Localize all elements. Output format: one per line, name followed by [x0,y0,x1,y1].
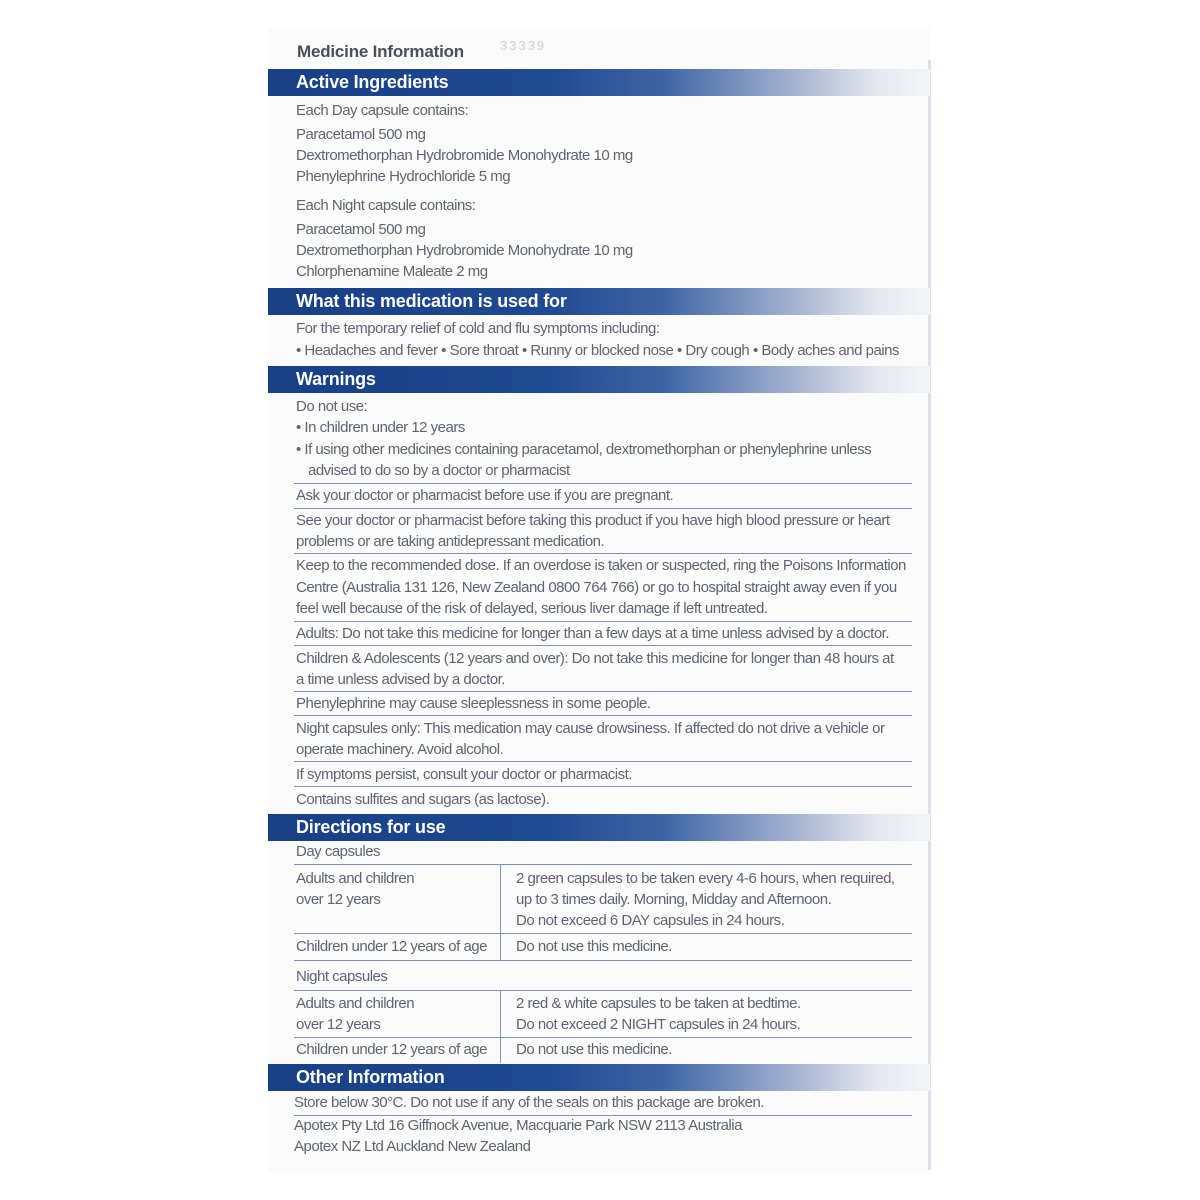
night-capsules-heading: Night capsules [296,968,388,985]
warning-bullet: • In children under 12 years [296,419,465,436]
divider [294,1037,912,1038]
day-children-dose: Do not use this medicine. [516,938,672,955]
day-capsules-heading: Day capsules [296,843,381,860]
warning-sleeplessness: Phenylephrine may cause sleeplessness in some people. [296,695,651,712]
warning-bullet-continued: advised to do so by a doctor or pharmacist [308,462,570,479]
divider [294,786,912,787]
divider [294,621,912,622]
warning-pregnant: Ask your doctor or pharmacist before use if you are pregnant. [296,487,674,504]
day-adults-dose: 2 green capsules to be taken every 4-6 hours, when required, [516,870,895,887]
uses-symptoms: • Headaches and fever • Sore throat • Runny or blocked nose • Dry cough • Body aches and pains [296,342,899,359]
night-ingredient: Chlorphenamine Maleate 2 mg [296,263,488,280]
day-adults-dose: up to 3 times daily. Morning, Midday and Afternoon. [516,891,832,908]
warning-adults: Adults: Do not take this medicine for longer than a few days at a time unless advised by a doctor. [296,625,890,642]
storage-info: Store below 30°C. Do not use if any of the seals on this package are broken. [294,1094,764,1111]
uses-intro: For the temporary relief of cold and flu symptoms including: [296,320,660,337]
day-ingredient: Dextromethorphan Hydrobromide Monohydrate 10 mg [296,147,633,164]
warning-overdose: Keep to the recommended dose. If an overdose is taken or suspected, ring the Poisons Information [296,557,906,574]
divider [294,933,912,934]
header-code: 33339 [500,38,547,53]
section-header-warnings: Warnings [268,366,930,393]
panel-edge [928,60,931,1170]
divider [294,761,912,762]
night-adults-label: over 12 years [296,1016,381,1033]
divider [294,960,912,961]
night-children-dose: Do not use this medicine. [516,1041,672,1058]
warning-night-capsules: Night capsules only: This medication may cause drowsiness. If affected do not drive a vehicle or [296,720,885,737]
warning-bullet: • If using other medicines containing paracetamol, dextromethorphan or phenylephrine unless [296,441,872,458]
divider [294,508,912,509]
divider [294,645,912,646]
night-adults-dose: 2 red & white capsules to be taken at bedtime. [516,995,801,1012]
divider [294,691,912,692]
day-adults-dose: Do not exceed 6 DAY capsules in 24 hours. [516,912,785,929]
table-column-divider [500,990,501,1063]
table-column-divider [500,864,501,960]
day-ingredient: Paracetamol 500 mg [296,126,426,143]
warning-sulfites: Contains sulfites and sugars (as lactose). [296,791,550,808]
warning-do-not-use: Do not use: [296,398,368,415]
divider [294,990,912,991]
day-adults-label: over 12 years [296,891,381,908]
night-adults-label: Adults and children [296,995,415,1012]
warning-persist: If symptoms persist, consult your doctor or pharmacist. [296,766,632,783]
day-children-label: Children under 12 years of age [296,938,487,955]
divider [294,483,912,484]
section-header-active-ingredients: Active Ingredients [268,69,930,96]
address-new-zealand: Apotex NZ Ltd Auckland New Zealand [294,1138,531,1155]
night-children-label: Children under 12 years of age [296,1041,487,1058]
section-header-directions: Directions for use [268,814,930,841]
section-header-other: Other Information [268,1064,930,1091]
day-ingredient: Phenylephrine Hydrochloride 5 mg [296,168,511,185]
night-capsule-heading: Each Night capsule contains: [296,197,476,214]
day-capsule-heading: Each Day capsule contains: [296,102,469,119]
night-ingredient: Paracetamol 500 mg [296,221,426,238]
warning-blood-pressure: problems or are taking antidepressant medication. [296,533,605,550]
divider [294,715,912,716]
day-adults-label: Adults and children [296,870,415,887]
warning-overdose: Centre (Australia 131 126, New Zealand 0800 764 766) or go to hospital straight away even if you [296,579,897,596]
warning-children: a time unless advised by a doctor. [296,671,505,688]
warning-children: Children & Adolescents (12 years and over): Do not take this medicine for longer than 48 hours at [296,650,894,667]
night-ingredient: Dextromethorphan Hydrobromide Monohydrate 10 mg [296,242,633,259]
warning-night-capsules: operate machinery. Avoid alcohol. [296,741,504,758]
warning-overdose: feel well because of the risk of delayed, serious liver damage if left untreated. [296,600,768,617]
night-adults-dose: Do not exceed 2 NIGHT capsules in 24 hours. [516,1016,801,1033]
section-header-uses: What this medication is used for [268,288,930,315]
divider [294,553,912,554]
page-title: Medicine Information [297,42,464,61]
warning-blood-pressure: See your doctor or pharmacist before taking this product if you have high blood pressure or heart [296,512,890,529]
divider [294,864,912,865]
address-australia: Apotex Pty Ltd 16 Giffnock Avenue, Macquarie Park NSW 2113 Australia [294,1117,742,1134]
